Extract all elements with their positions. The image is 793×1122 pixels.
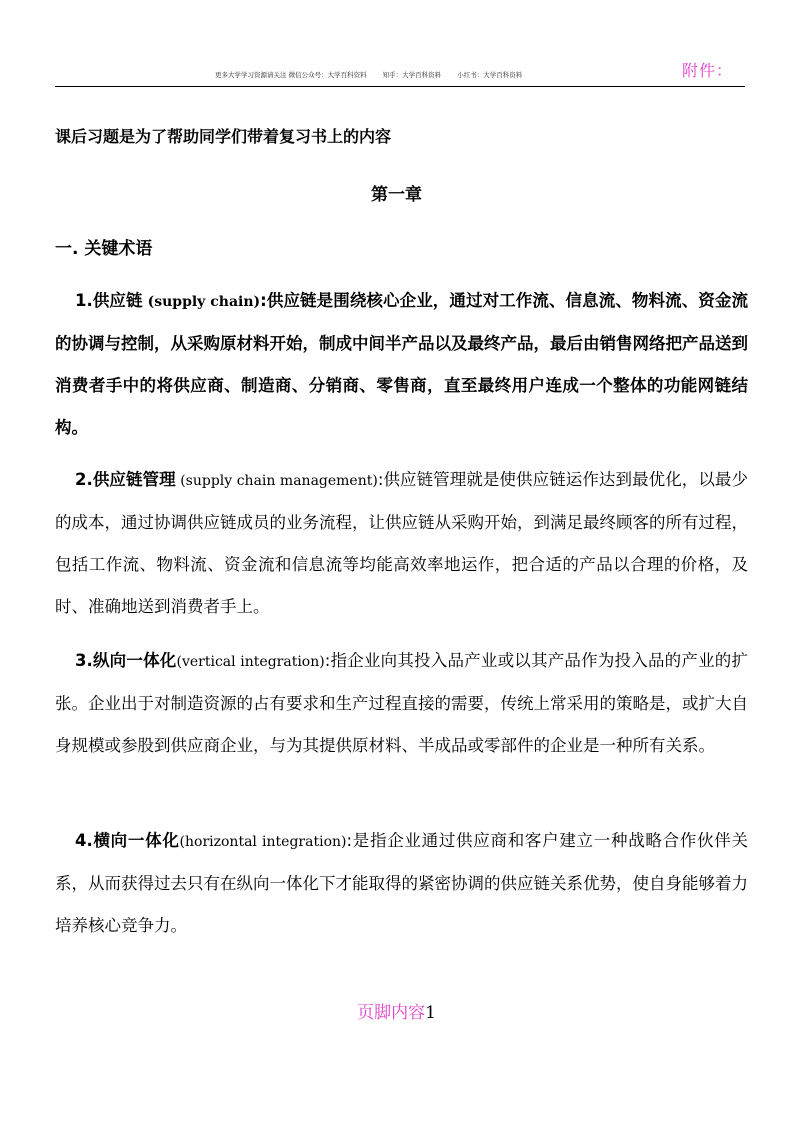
header-note-zhihu: 知乎：大学百科资料 [382, 71, 442, 79]
footer-label: 页脚内容 [357, 1003, 426, 1023]
term-title: 3.纵向一体化 [75, 651, 177, 670]
term-english: (supply chain) [142, 294, 261, 310]
term-title: 4.横向一体化 [75, 831, 180, 850]
term-definition: :供应链是围绕核心企业，通过对工作流、信息流、物料流、资金流的协调与控制，从采购原材料开始，制成中间半产品以及最终产品，最后由销售网络把产品送到消费者手中的将供应商、制造商、分销商、零售商，直至最终用户连成一个整体的功能网链结构。 [55, 291, 748, 437]
section-heading: 一. 关键术语 [55, 239, 153, 259]
header-note-xiaohongshu: 小红书：大学百科资料 [457, 71, 523, 79]
term-english: (supply chain management) [175, 473, 378, 489]
term-title: 1.供应链 [75, 291, 143, 310]
term-paragraph-1 [55, 280, 748, 449]
page-number: 1 [425, 1003, 436, 1023]
term-paragraph-3 [55, 640, 748, 767]
term-definition: :供应链管理就是使供应链运作达到最优化，以最少的成本，通过协调供应链成员的业务流程，让供应链从采购开始，到满足最终顾客的所有过程，包括工作流、物料流、资金流和信息流等均能高效率地运作，把合适的产品以合理的价格，及时、准确地送到消费者手上。 [55, 470, 748, 616]
term-definition: :是指企业通过供应商和客户建立一种战略合作伙伴关系，从而获得过去只有在纵向一体化下才能取得的紧密协调的供应链关系优势，使自身能够着力培养核心竞争力。 [55, 831, 749, 935]
chapter-title: 第一章 [371, 185, 422, 205]
intro-line: 课后习题是为了帮助同学们带着复习书上的内容 [55, 127, 392, 146]
page-header [55, 56, 745, 87]
page-footer [0, 998, 793, 1023]
header-note-wechat: 更多大学学习资源请关注 微信公众号：大学百科资料 [215, 71, 367, 79]
term-paragraph-4 [55, 820, 748, 947]
term-definition: :指企业向其投入品产业或以其产品作为投入品的产业的扩张。企业出于对制造资源的占有要求和生产过程直接的需要，传统上常采用的策略是，或扩大自身规模或参股到供应商企业，与为其提供原材料、半成品或零部件的企业是一种所有关系。 [55, 651, 749, 755]
term-english: (horizontal integration) [179, 834, 347, 850]
term-english: (vertical integration) [176, 654, 325, 670]
term-paragraph-2 [55, 459, 748, 628]
term-title: 2.供应链管理 [75, 470, 176, 489]
header-note [215, 70, 536, 79]
attachment-label: 附件： [681, 61, 733, 80]
